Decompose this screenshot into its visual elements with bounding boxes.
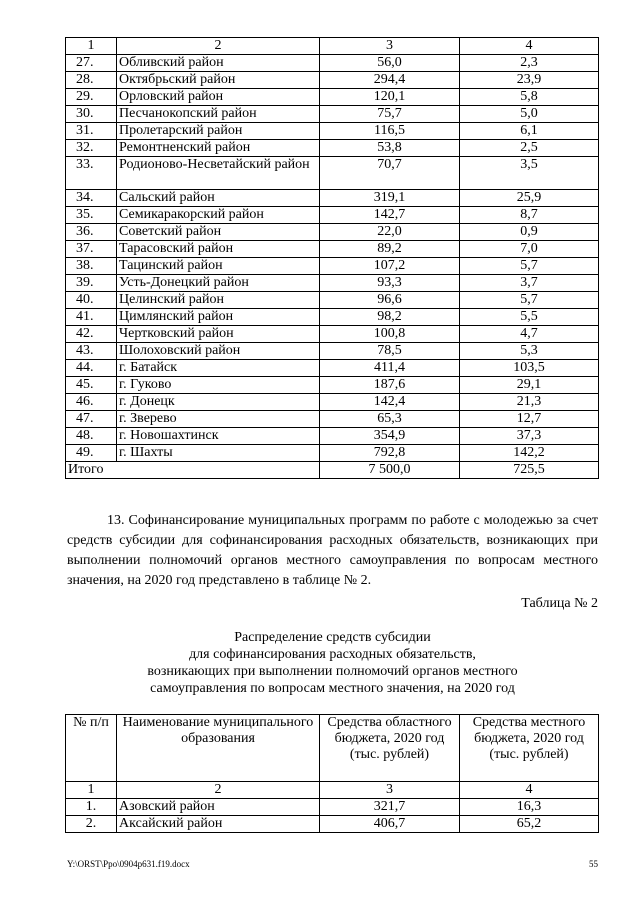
row-number: 41.: [66, 309, 117, 326]
local-budget: 8,7: [460, 207, 599, 224]
total-regional: 7 500,0: [320, 462, 460, 479]
table-2-title-line: самоуправления по вопросам местного значения, на 2020 год: [150, 681, 515, 696]
district-name: Тарасовский район: [117, 241, 320, 258]
column-number: 4: [460, 782, 599, 799]
table-row: [66, 224, 599, 241]
local-budget: 3,5: [460, 157, 599, 190]
local-budget: 2,3: [460, 55, 599, 72]
column-number: 3: [320, 782, 460, 799]
row-number: 47.: [66, 411, 117, 428]
paragraph-13: 13. Софинансирование муниципальных программ по работе с молодежью за счет средств субсидии для софинансирования расходных обязательств, возникающих при выполнении полномочий органов местного самоуправления по вопросам местного значения, на 2020 год представлено в таблице № 2.: [67, 513, 598, 588]
local-budget: 5,7: [460, 258, 599, 275]
regional-budget: 142,7: [320, 207, 460, 224]
table-row: [66, 123, 599, 140]
table-row: [66, 799, 599, 816]
district-name: Семикаракорский район: [117, 207, 320, 224]
header-name: Наименование муниципального образования: [117, 715, 320, 782]
table-row: [66, 157, 599, 190]
district-name: Орловский район: [117, 89, 320, 106]
row-number: 27.: [66, 55, 117, 72]
table-row: [66, 360, 599, 377]
row-number: 34.: [66, 190, 117, 207]
column-number: 2: [117, 38, 320, 55]
subsidy-table-1-body: [66, 38, 599, 479]
column-number-row: [66, 782, 599, 799]
table-2-title: [67, 629, 598, 697]
row-number: 28.: [66, 72, 117, 89]
regional-budget: 70,7: [320, 157, 460, 190]
district-name: Тацинский район: [117, 258, 320, 275]
table-2-title-line: Распределение средств субсидии: [234, 630, 431, 645]
district-name: Аксайский район: [117, 816, 320, 833]
subsidy-table-2-body: [66, 782, 599, 833]
total-row: [66, 462, 599, 479]
local-budget: 23,9: [460, 72, 599, 89]
regional-budget: 354,9: [320, 428, 460, 445]
column-number: 1: [66, 38, 117, 55]
district-name: г. Батайск: [117, 360, 320, 377]
local-budget: 29,1: [460, 377, 599, 394]
local-budget: 0,9: [460, 224, 599, 241]
local-budget: 5,8: [460, 89, 599, 106]
district-name: Октябрьский район: [117, 72, 320, 89]
column-number-row: [66, 38, 599, 55]
regional-budget: 65,3: [320, 411, 460, 428]
regional-budget: 142,4: [320, 394, 460, 411]
table-row: [66, 55, 599, 72]
district-name: Целинский район: [117, 292, 320, 309]
table-row: [66, 428, 599, 445]
table-row: [66, 326, 599, 343]
district-name: Усть-Донецкий район: [117, 275, 320, 292]
local-budget: 25,9: [460, 190, 599, 207]
local-budget: 12,7: [460, 411, 599, 428]
table-2-title-line: возникающих при выполнении полномочий органов местного: [147, 664, 518, 679]
district-name: Шолоховский район: [117, 343, 320, 360]
district-name: г. Новошахтинск: [117, 428, 320, 445]
regional-budget: 107,2: [320, 258, 460, 275]
local-budget: 142,2: [460, 445, 599, 462]
regional-budget: 321,7: [320, 799, 460, 816]
local-budget: 5,3: [460, 343, 599, 360]
local-budget: 5,7: [460, 292, 599, 309]
district-name: Песчанокопский район: [117, 106, 320, 123]
regional-budget: 98,2: [320, 309, 460, 326]
local-budget: 65,2: [460, 816, 599, 833]
local-budget: 2,5: [460, 140, 599, 157]
local-budget: 4,7: [460, 326, 599, 343]
column-number: 2: [117, 782, 320, 799]
column-number: 3: [320, 38, 460, 55]
regional-budget: 93,3: [320, 275, 460, 292]
regional-budget: 89,2: [320, 241, 460, 258]
table-row: [66, 258, 599, 275]
row-number: 33.: [66, 157, 117, 190]
row-number: 42.: [66, 326, 117, 343]
district-name: г. Гуково: [117, 377, 320, 394]
total-local: 725,5: [460, 462, 599, 479]
local-budget: 7,0: [460, 241, 599, 258]
table-row: [66, 309, 599, 326]
row-number: 36.: [66, 224, 117, 241]
district-name: г. Донецк: [117, 394, 320, 411]
header-num: № п/п: [66, 715, 117, 782]
row-number: 48.: [66, 428, 117, 445]
local-budget: 103,5: [460, 360, 599, 377]
district-name: Цимлянский район: [117, 309, 320, 326]
table-row: [66, 190, 599, 207]
district-name: Советский район: [117, 224, 320, 241]
regional-budget: 187,6: [320, 377, 460, 394]
regional-budget: 75,7: [320, 106, 460, 123]
row-number: 40.: [66, 292, 117, 309]
row-number: 46.: [66, 394, 117, 411]
regional-budget: 319,1: [320, 190, 460, 207]
district-name: Сальский район: [117, 190, 320, 207]
column-number: 1: [66, 782, 117, 799]
table-row: [66, 241, 599, 258]
local-budget: 5,0: [460, 106, 599, 123]
local-budget: 37,3: [460, 428, 599, 445]
table-row: [66, 292, 599, 309]
table-row: [66, 343, 599, 360]
row-number: 44.: [66, 360, 117, 377]
regional-budget: 120,1: [320, 89, 460, 106]
regional-budget: 116,5: [320, 123, 460, 140]
district-name: Ремонтненский район: [117, 140, 320, 157]
regional-budget: 53,8: [320, 140, 460, 157]
row-number: 2.: [66, 816, 117, 833]
local-budget: 5,5: [460, 309, 599, 326]
regional-budget: 22,0: [320, 224, 460, 241]
table-row: [66, 411, 599, 428]
regional-budget: 294,4: [320, 72, 460, 89]
table-row: [66, 106, 599, 123]
regional-budget: 406,7: [320, 816, 460, 833]
row-number: 1.: [66, 799, 117, 816]
district-name: Обливский район: [117, 55, 320, 72]
table-row: [66, 816, 599, 833]
district-name: Чертковский район: [117, 326, 320, 343]
table-row: [66, 207, 599, 224]
local-budget: 3,7: [460, 275, 599, 292]
table-2-title-line: для софинансирования расходных обязательств,: [189, 647, 476, 662]
regional-budget: 78,5: [320, 343, 460, 360]
subsidy-table-1: [65, 37, 599, 479]
row-number: 32.: [66, 140, 117, 157]
district-name: г. Шахты: [117, 445, 320, 462]
header-regional: Средства областного бюджета, 2020 год (тыс. рублей): [320, 715, 460, 782]
row-number: 49.: [66, 445, 117, 462]
row-number: 45.: [66, 377, 117, 394]
row-number: 35.: [66, 207, 117, 224]
regional-budget: 56,0: [320, 55, 460, 72]
regional-budget: 792,8: [320, 445, 460, 462]
table-2-label: Таблица № 2: [521, 596, 598, 611]
regional-budget: 100,8: [320, 326, 460, 343]
table-row: [66, 89, 599, 106]
table-row: [66, 445, 599, 462]
row-number: 29.: [66, 89, 117, 106]
row-number: 30.: [66, 106, 117, 123]
district-name: г. Зверево: [117, 411, 320, 428]
district-name: Родионово-Несветайский район: [117, 157, 320, 190]
local-budget: 16,3: [460, 799, 599, 816]
row-number: 39.: [66, 275, 117, 292]
column-number: 4: [460, 38, 599, 55]
row-number: 38.: [66, 258, 117, 275]
table-row: [66, 275, 599, 292]
table-row: [66, 377, 599, 394]
table-row: [66, 72, 599, 89]
footer-page-number: 55: [589, 859, 598, 869]
total-label: Итого: [66, 462, 320, 479]
table-row: [66, 394, 599, 411]
header-local: Средства местного бюджета, 2020 год (тыс. рублей): [460, 715, 599, 782]
row-number: 43.: [66, 343, 117, 360]
local-budget: 21,3: [460, 394, 599, 411]
table-row: [66, 140, 599, 157]
row-number: 37.: [66, 241, 117, 258]
table-header-row: [66, 715, 599, 782]
footer-file-path: Y:\ORST\Ppo\0904p631.f19.docx: [67, 859, 190, 869]
local-budget: 6,1: [460, 123, 599, 140]
district-name: Пролетарский район: [117, 123, 320, 140]
row-number: 31.: [66, 123, 117, 140]
district-name: Азовский район: [117, 799, 320, 816]
subsidy-table-2: [65, 714, 599, 833]
regional-budget: 96,6: [320, 292, 460, 309]
regional-budget: 411,4: [320, 360, 460, 377]
